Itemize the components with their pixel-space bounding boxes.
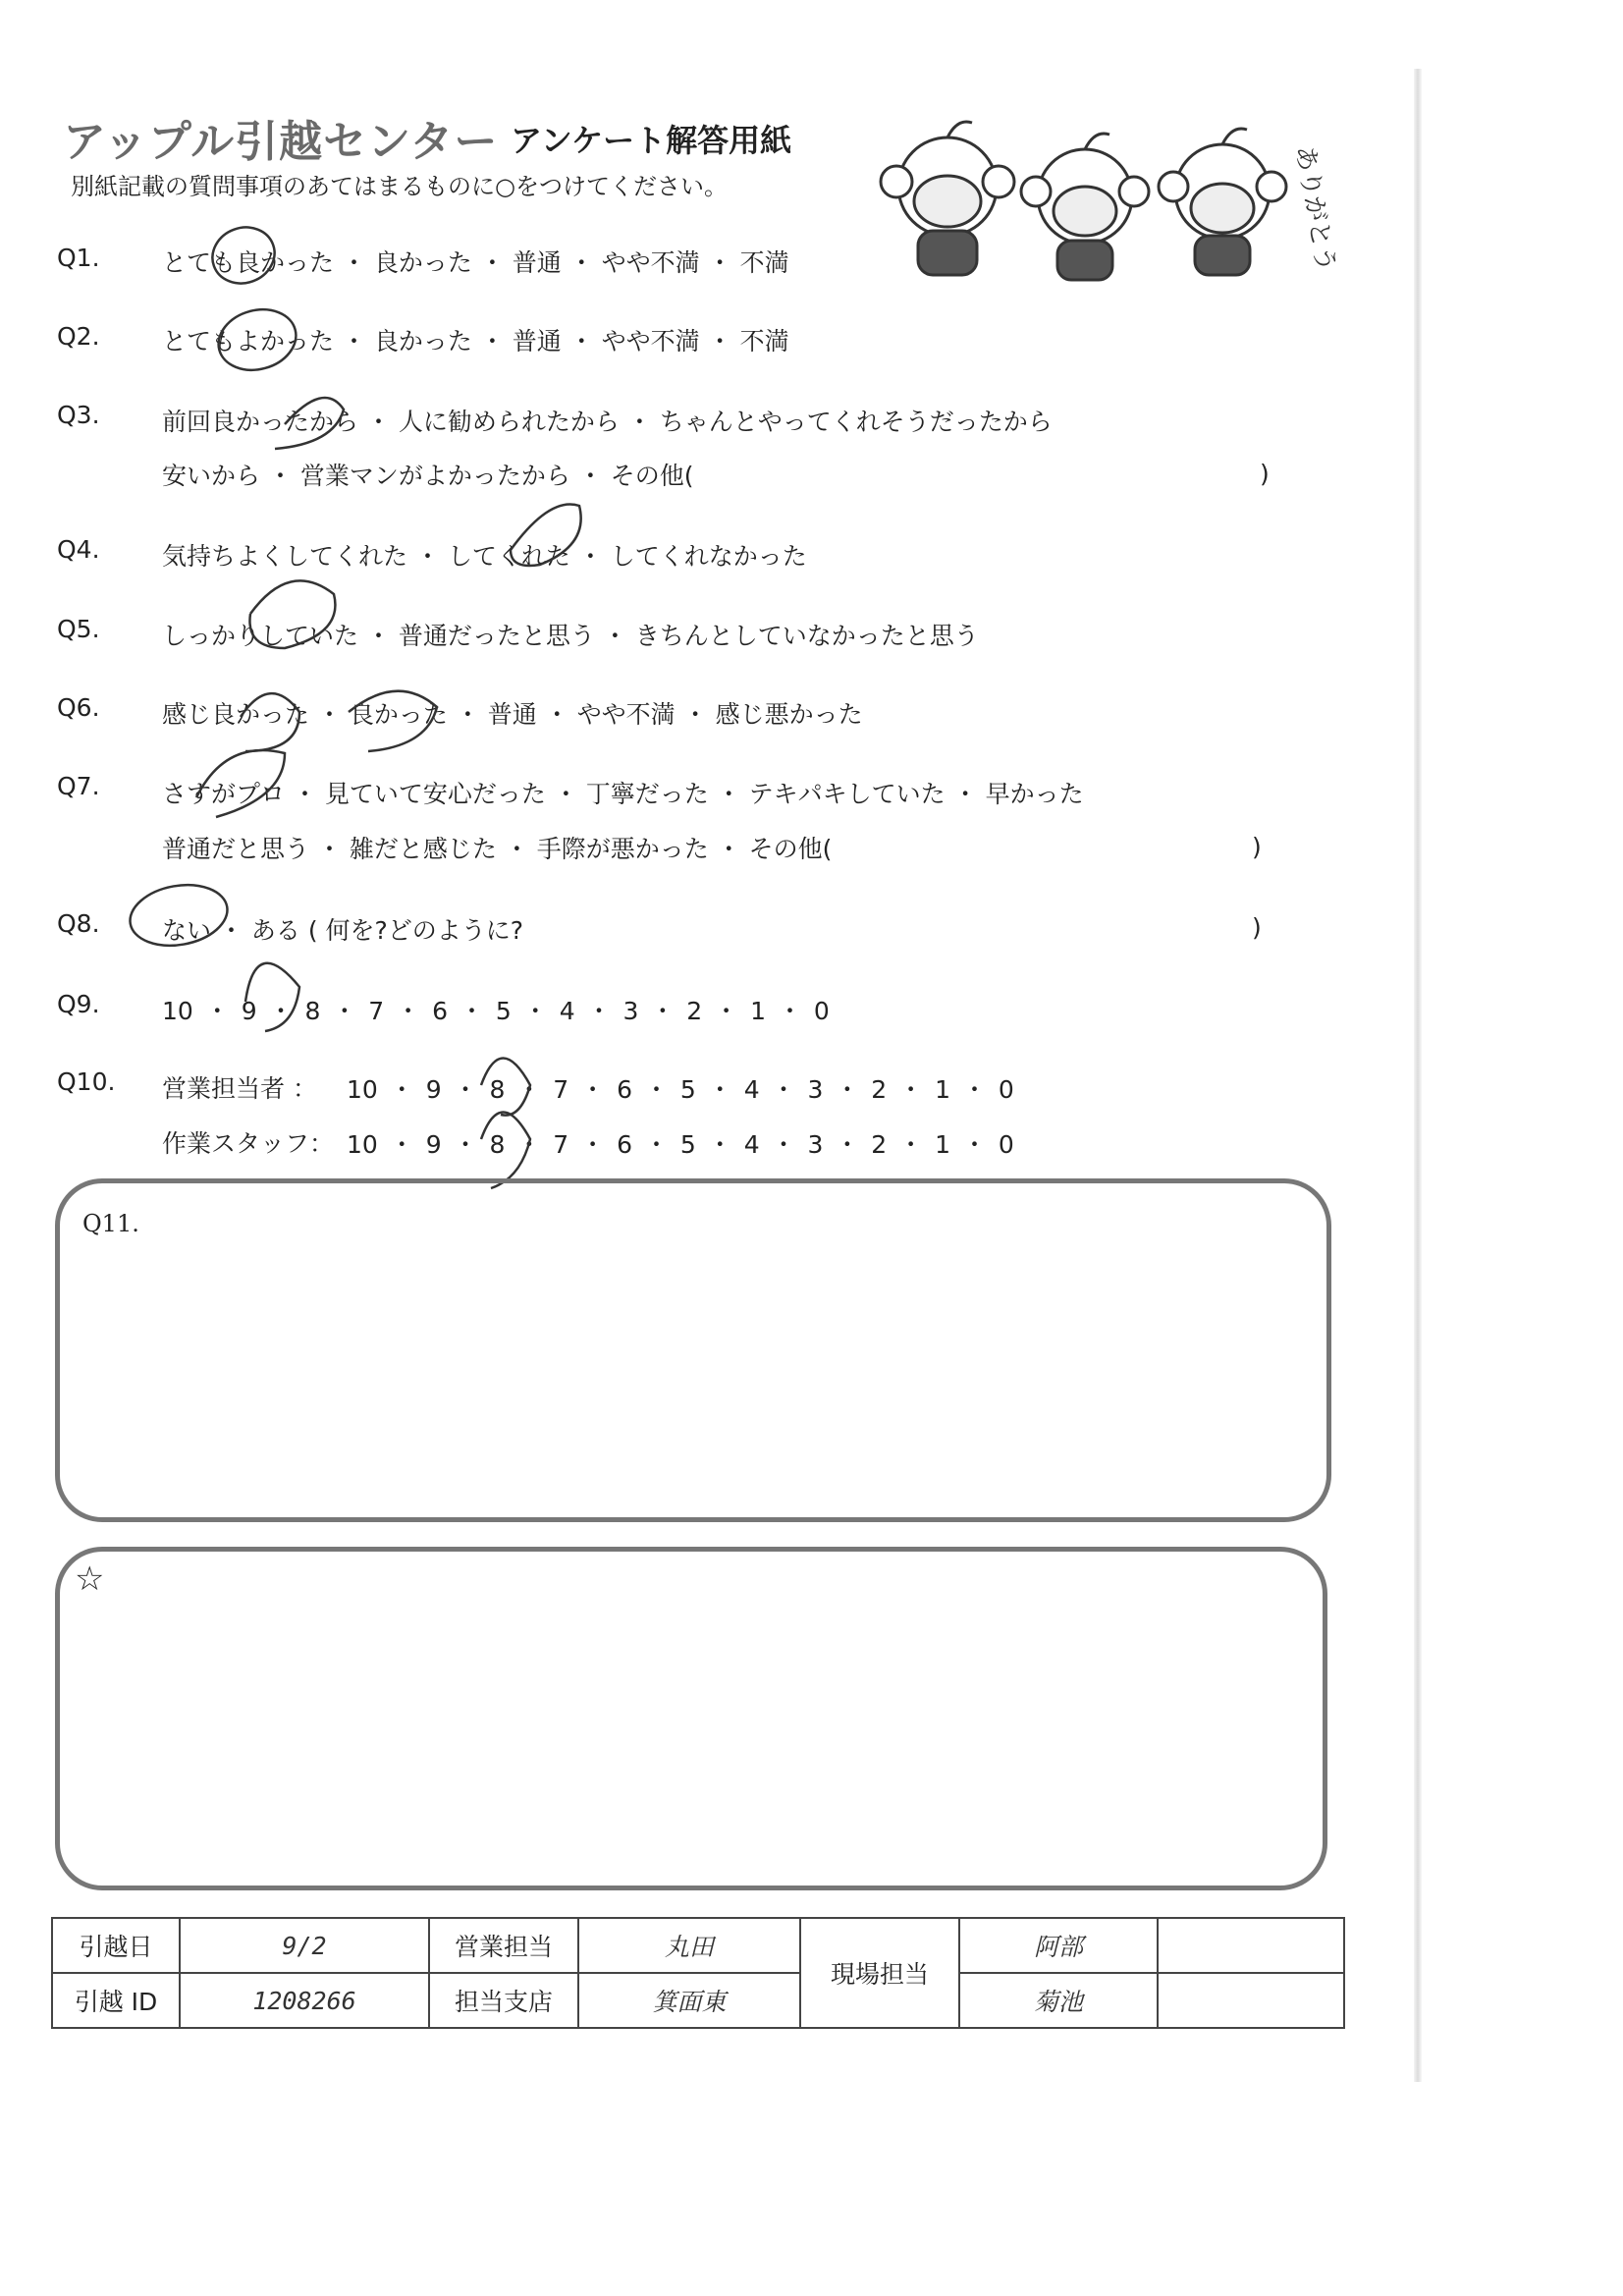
- move-id-value[interactable]: 1208266: [180, 1973, 429, 2028]
- thanks-text: ありがとう: [1289, 143, 1341, 275]
- branch-label: 担当支店: [429, 1973, 578, 2028]
- q7-options-row2[interactable]: 普通だと思う ・ 雑だと感じた ・ 手際が悪かった ・ その他(: [162, 835, 833, 863]
- site-staff-label: 現場担当: [800, 1918, 959, 2028]
- q5-label: Q5.: [57, 615, 100, 643]
- q3-answer-circle-mark: [275, 398, 344, 449]
- move-date-value[interactable]: 9/2: [180, 1918, 429, 1973]
- q11-comment-box[interactable]: [55, 1178, 1331, 1522]
- q7-close-paren: ): [1252, 833, 1262, 861]
- q6-answer-circle-mark-2: [349, 691, 437, 751]
- star-icon: ☆: [75, 1559, 105, 1599]
- q8-close-paren: ): [1252, 913, 1262, 942]
- q3-options[interactable]: 前回良かったから ・ 人に勧められたから ・ ちゃんとやってくれそうだったから: [162, 408, 1053, 436]
- star-comment-box[interactable]: [55, 1547, 1327, 1890]
- extra-cell-1[interactable]: [1158, 1918, 1344, 1973]
- q7-options[interactable]: さすがプロ ・ 見ていて安心だった ・ 丁寧だった ・ テキパキしていた ・ 早かった: [162, 780, 1084, 808]
- q1-options[interactable]: とても良かった ・ 良かった ・ 普通 ・ やや不満 ・ 不満: [162, 248, 789, 277]
- q2-options[interactable]: とてもよかった ・ 良かった ・ 普通 ・ やや不満 ・ 不満: [162, 327, 789, 355]
- q4-options[interactable]: 気持ちよくしてくれた ・ してくれた ・ してくれなかった: [162, 542, 807, 571]
- q10-sales-scale[interactable]: 10 ・ 9 ・ 8 ・ 7 ・ 6 ・ 5 ・ 4 ・ 3 ・ 2 ・ 1 ・ 0: [347, 1075, 1014, 1104]
- extra-cell-2[interactable]: [1158, 1973, 1344, 2028]
- move-date-label: 引越日: [52, 1918, 180, 1973]
- move-id-label: 引越 ID: [52, 1973, 180, 2028]
- q8-options[interactable]: ない ・ ある ( 何を?どのように?: [162, 916, 524, 945]
- q10-staff-label: 作業スタッフ：: [162, 1129, 335, 1158]
- q1-answer-circle-mark: [204, 219, 282, 293]
- q10-sales-answer-circle-mark: [481, 1059, 530, 1116]
- q9-scale[interactable]: 10 ・ 9 ・ 8 ・ 7 ・ 6 ・ 5 ・ 4 ・ 3 ・ 2 ・ 1 ・ 0: [162, 997, 830, 1025]
- sales-staff-label: 営業担当: [429, 1918, 578, 1973]
- q1-label: Q1.: [57, 244, 100, 272]
- sales-staff-value[interactable]: 丸田: [578, 1918, 800, 1973]
- q8-answer-circle-mark: [126, 878, 233, 953]
- q9-answer-circle-mark: [245, 963, 299, 1031]
- q6-options[interactable]: 感じ良かった ・ 良かった ・ 普通 ・ やや不満 ・ 感じ悪かった: [162, 700, 863, 729]
- site-staff-value-1[interactable]: 阿部: [959, 1918, 1158, 1973]
- site-staff-value-2[interactable]: 菊池: [959, 1973, 1158, 2028]
- q10-sales-label: 営業担当者 ：: [162, 1074, 317, 1103]
- q3-label: Q3.: [57, 401, 100, 429]
- q5-options[interactable]: しっかりしていた ・ 普通だったと思う ・ きちんとしていなかったと思う: [162, 622, 979, 650]
- q2-label: Q2.: [57, 322, 100, 351]
- q10-staff-scale[interactable]: 10 ・ 9 ・ 8 ・ 7 ・ 6 ・ 5 ・ 4 ・ 3 ・ 2 ・ 1 ・ 0: [347, 1130, 1014, 1159]
- q4-label: Q4.: [57, 535, 100, 564]
- instructions-text: 別紙記載の質問事項のあてはまるものに○をつけてください。: [71, 173, 728, 200]
- brand-title: アップル引越センター: [63, 117, 499, 167]
- q10-staff-answer-circle-mark: [481, 1113, 530, 1189]
- q8-label: Q8.: [57, 909, 100, 938]
- q3-options-row2[interactable]: 安いから ・ 営業マンがよかったから ・ その他(: [162, 462, 694, 490]
- form-subtitle: アンケート解答用紙: [511, 122, 792, 159]
- q7-answer-circle-mark: [196, 750, 285, 817]
- q3-close-paren: ): [1260, 460, 1270, 488]
- q5-answer-circle-mark: [249, 580, 335, 648]
- q9-label: Q9.: [57, 990, 100, 1018]
- branch-value[interactable]: 箕面東: [578, 1973, 800, 2028]
- q6-answer-circle-mark: [241, 693, 299, 751]
- q7-label: Q7.: [57, 772, 100, 800]
- q6-label: Q6.: [57, 693, 100, 722]
- q2-answer-circle-mark: [212, 301, 303, 379]
- move-info-table: [51, 1917, 1345, 2029]
- q4-answer-circle-mark: [511, 504, 581, 566]
- q11-label: Q11.: [82, 1210, 139, 1237]
- q10-label: Q10.: [57, 1067, 116, 1096]
